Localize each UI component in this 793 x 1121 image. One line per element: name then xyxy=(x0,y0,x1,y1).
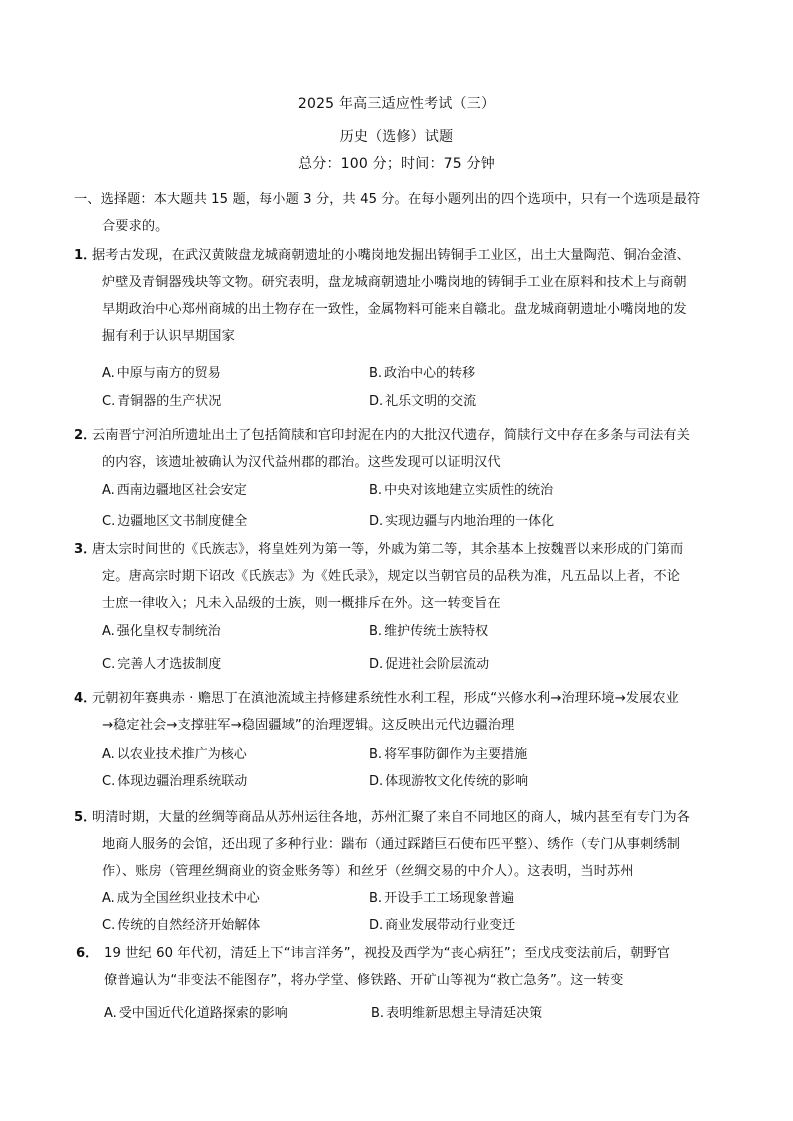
option-d xyxy=(369,772,528,792)
option-c xyxy=(102,392,221,412)
option-a xyxy=(102,364,221,384)
option-text: 政治中心的转移 xyxy=(384,366,476,381)
option-d xyxy=(369,392,476,412)
exam-subtitle: 历史（选修）试题 xyxy=(339,129,454,145)
option-b xyxy=(369,481,553,501)
option-text: 中原与南方的贸易 xyxy=(116,366,221,381)
exam-title: 2025 年高三适应性考试（三） xyxy=(297,96,496,112)
option-text: 将军事防御作为主要措施 xyxy=(384,747,528,762)
option-text: 表明维新思想主导清廷决策 xyxy=(386,1006,543,1021)
question-stem-line: 地商人服务的会馆，还出现了多种行业：踹布（通过踩踏巨石使布匹平整）、绣作（专门从事刺绣制 xyxy=(102,837,681,852)
question-stem-line: 据考古发现，在武汉黄陂盘龙城商朝遗址的小嘴岗地发掘出铸铜手工业区，出土大量陶范、铜冶金渣、 xyxy=(92,248,690,263)
question-number: 6． xyxy=(76,946,99,961)
option-label: A. xyxy=(102,366,115,381)
question-stem-line: 作）、账房（管理丝绸商业的资金账务等）和丝牙（丝绸交易的中介人）。这表明，当时苏州 xyxy=(102,864,634,879)
option-c xyxy=(102,772,247,792)
option-c xyxy=(102,655,221,675)
question-stem-line: 唐太宗时间世的《氏族志》，将皇姓列为第一等，外戚为第二等，其余基本上按魏晋以来形成的门第而 xyxy=(92,542,684,557)
option-c xyxy=(102,512,247,532)
option-c xyxy=(102,916,260,936)
option-d xyxy=(369,916,515,936)
option-text: 礼乐文明的交流 xyxy=(385,394,477,409)
option-text: 促进社会阶层流动 xyxy=(385,657,490,672)
option-text: 实现边疆与内地治理的一体化 xyxy=(385,514,555,529)
option-label: B. xyxy=(369,624,383,639)
option-label: B. xyxy=(369,891,383,906)
option-text: 维护传统士族特权 xyxy=(384,624,489,639)
option-label: A. xyxy=(102,624,115,639)
option-label: D. xyxy=(369,394,384,409)
exam-meta: 总分：100 分；时间：75 分钟 xyxy=(298,156,495,172)
question-number: 3． xyxy=(74,542,97,557)
option-text: 成为全国丝织业技术中心 xyxy=(116,891,260,906)
question-stem-line: 元朝初年赛典赤 · 赡思丁在滇池流域主持修建系统性水利工程，形成“兴修水利→治理环境→发展农业 xyxy=(92,691,679,706)
option-label: C. xyxy=(102,514,116,529)
option-text: 体现游牧文化传统的影响 xyxy=(385,774,529,789)
question-stem-line: 云南晋宁河泊所遗址出土了包括简牍和官印封泥在内的大批汉代遗存，简牍行文中存在多条与司法有关 xyxy=(92,428,690,443)
question-number: 2． xyxy=(74,428,97,443)
option-label: B. xyxy=(369,747,383,762)
option-label: B. xyxy=(369,366,383,381)
option-text: 商业发展带动行业变迁 xyxy=(385,918,516,933)
question-stem-line: 掘有利于认识早期国家 xyxy=(102,329,235,344)
option-text: 边疆地区文书制度健全 xyxy=(117,514,248,529)
option-label: D. xyxy=(369,514,384,529)
option-label: B. xyxy=(369,483,383,498)
option-text: 西南边疆地区社会安定 xyxy=(116,483,247,498)
option-text: 体现边疆治理系统联动 xyxy=(117,774,248,789)
option-label: A. xyxy=(102,483,115,498)
question-stem-line: 19 世纪 60 年代初，清廷上下“讳言洋务”，视投及西学为“丧心病狂”；至戊戌变法前后，朝野官 xyxy=(104,946,671,961)
option-d xyxy=(369,655,489,675)
option-b xyxy=(369,745,527,765)
option-label: A. xyxy=(102,891,115,906)
option-a xyxy=(102,745,247,765)
option-d xyxy=(369,512,554,532)
option-label: C. xyxy=(102,918,116,933)
option-text: 受中国近代化道路探索的影响 xyxy=(118,1006,288,1021)
option-label: A. xyxy=(104,1006,117,1021)
option-label: C. xyxy=(102,394,116,409)
option-b xyxy=(369,364,475,384)
option-b xyxy=(371,1004,542,1024)
option-a xyxy=(102,889,260,909)
option-a xyxy=(102,622,221,642)
option-label: C. xyxy=(102,657,116,672)
option-a xyxy=(104,1004,288,1024)
option-text: 以农业技术推广为核心 xyxy=(116,747,247,762)
option-text: 开设手工工场现象普遍 xyxy=(384,891,515,906)
option-b xyxy=(369,889,514,909)
question-number: 1． xyxy=(74,248,97,263)
option-label: C. xyxy=(102,774,116,789)
question-number: 4． xyxy=(74,691,97,706)
question-stem-line: 士庶一律收入；凡未入品级的士族，则一概排斥在外。这一转变旨在 xyxy=(102,596,501,611)
section-heading-cont: 合要求的。 xyxy=(102,219,169,234)
option-text: 完善人才选拔制度 xyxy=(117,657,222,672)
question-stem-line: 明清时期，大量的丝绸等商品从苏州运往各地，苏州汇聚了来自不同地区的商人，城内甚至有专门为各 xyxy=(92,810,690,825)
option-label: D. xyxy=(369,657,384,672)
question-number: 5． xyxy=(74,810,97,825)
option-b xyxy=(369,622,488,642)
option-label: D. xyxy=(369,918,384,933)
option-label: B. xyxy=(371,1006,385,1021)
question-stem-line: 定。唐高宗时期下诏改《氏族志》为《姓氏录》，规定以当朝官员的品秩为准，凡五品以上者，不论 xyxy=(102,569,681,584)
question-stem-line: 的内容，该遗址被确认为汉代益州郡的郡治。这些发现可以证明汉代 xyxy=(102,455,501,470)
option-text: 青铜器的生产状况 xyxy=(117,394,222,409)
question-stem-line: 炉壁及青铜器残块等文物。研究表明，盘龙城商朝遗址小嘴岗地的铸铜手工业在原料和技术上与商朝 xyxy=(102,275,687,290)
option-a xyxy=(102,481,247,501)
option-label: A. xyxy=(102,747,115,762)
section-heading: 一、选择题：本大题共 15 题，每小题 3 分，共 45 分。在每小题列出的四个选项中，只有一个选项是最符 xyxy=(74,192,701,207)
option-text: 传统的自然经济开始解体 xyxy=(117,918,261,933)
option-text: 中央对该地建立实质性的统治 xyxy=(384,483,554,498)
option-text: 强化皇权专制统治 xyxy=(116,624,221,639)
question-stem-line: →稳定社会→支撑驻军→稳固疆域”的治理逻辑。这反映出元代边疆治理 xyxy=(102,718,515,733)
option-label: D. xyxy=(369,774,384,789)
question-stem-line: 僚普遍认为“非变法不能图存”，将办学堂、修铁路、开矿山等视为“救亡急务”。这一转变 xyxy=(104,973,624,988)
question-stem-line: 早期政治中心郑州商城的出土物存在一致性，金属物料可能来自赣北。盘龙城商朝遗址小嘴岗地的发 xyxy=(102,302,687,317)
